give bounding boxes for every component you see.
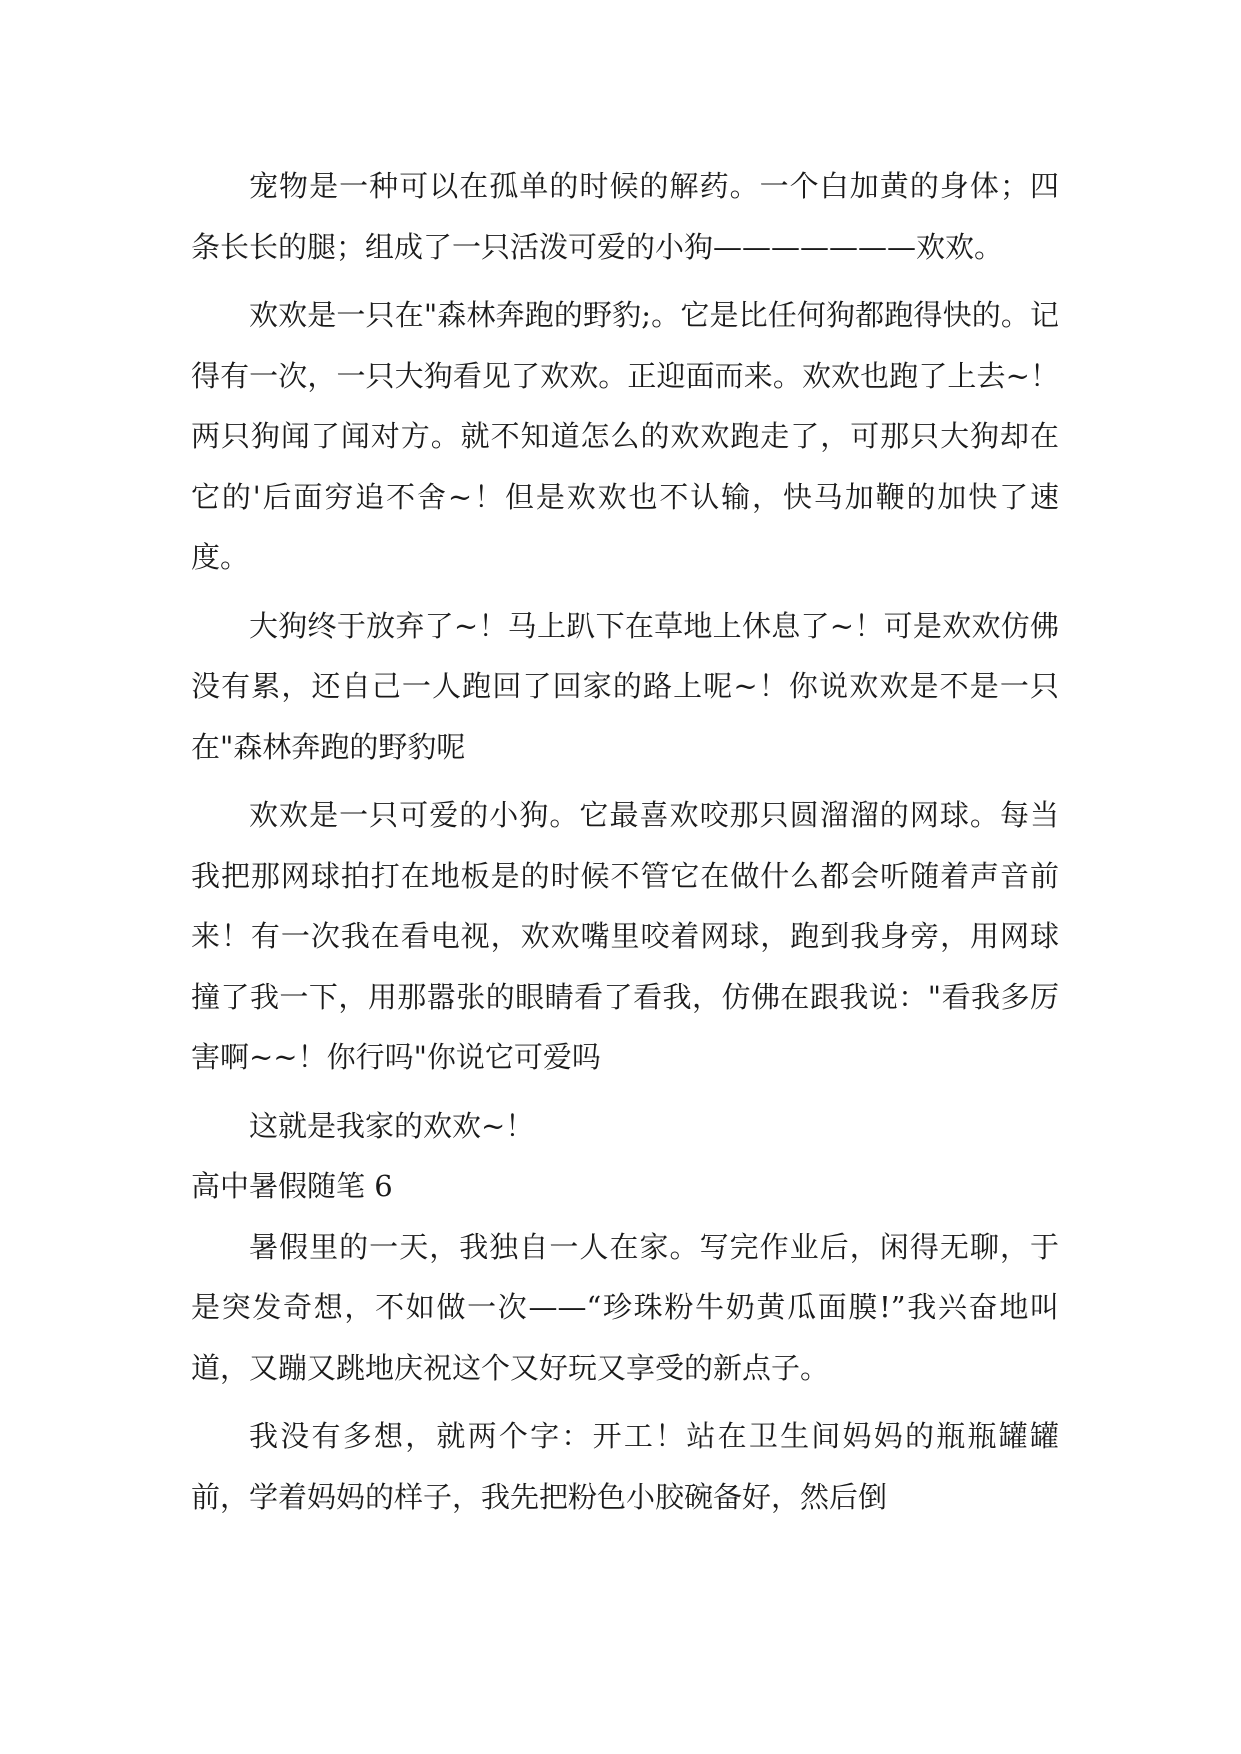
paragraph-summer-day: 暑假里的一天，我独自一人在家。写完作业后，闲得无聊，于是突发奇想，不如做一次——“珍珠粉牛奶黄瓜面膜!”我兴奋地叫道，又蹦又跳地庆祝这个又好玩又享受的新点子。 <box>191 1229 1059 1385</box>
paragraph-big-dog-gives-up: 大狗终于放弃了~！马上趴下在草地上休息了~！可是欢欢仿佛没有累，还自己一人跑回了回家的路上呢~！你说欢欢是不是一只在"森林奔跑的野豹呢 <box>191 608 1059 764</box>
paragraph-start-work: 我没有多想，就两个字：开工！站在卫生间妈妈的瓶瓶罐罐前，学着妈妈的样子，我先把粉色小胶碗备好，然后倒 <box>191 1419 1059 1514</box>
document-page <box>191 156 1059 1527</box>
paragraph-pet-intro: 宠物是一种可以在孤单的时候的解药。一个白加黄的身体；四条长长的腿；组成了一只活泼可爱的小狗———————欢欢。 <box>191 169 1059 264</box>
paragraph-conclusion: 这就是我家的欢欢~！ <box>249 1108 535 1143</box>
paragraph-running-dog: 欢欢是一只在"森林奔跑的野豹;。它是比任何狗都跑得快的。记得有一次，一只大狗看见了欢欢。正迎面而来。欢欢也跑了上去~！两只狗闻了闻对方。就不知道怎么的欢欢跑走了，可那只大狗却在它的'后面穷追不舍~！但是欢欢也不认输，快马加鞭的加快了速度。 <box>191 298 1059 574</box>
section-title: 高中暑假随笔 6 <box>191 1169 393 1203</box>
paragraph-tennis-ball: 欢欢是一只可爱的小狗。它最喜欢咬那只圆溜溜的网球。每当我把那网球拍打在地板是的时候不管它在做什么都会听随着声音前来！有一次我在看电视，欢欢嘴里咬着网球，跑到我身旁，用网球撞了我一下，用那嚣张的眼睛看了看我，仿佛在跟我说："看我多厉害啊~~！你行吗"你说它可爱吗 <box>191 798 1059 1074</box>
